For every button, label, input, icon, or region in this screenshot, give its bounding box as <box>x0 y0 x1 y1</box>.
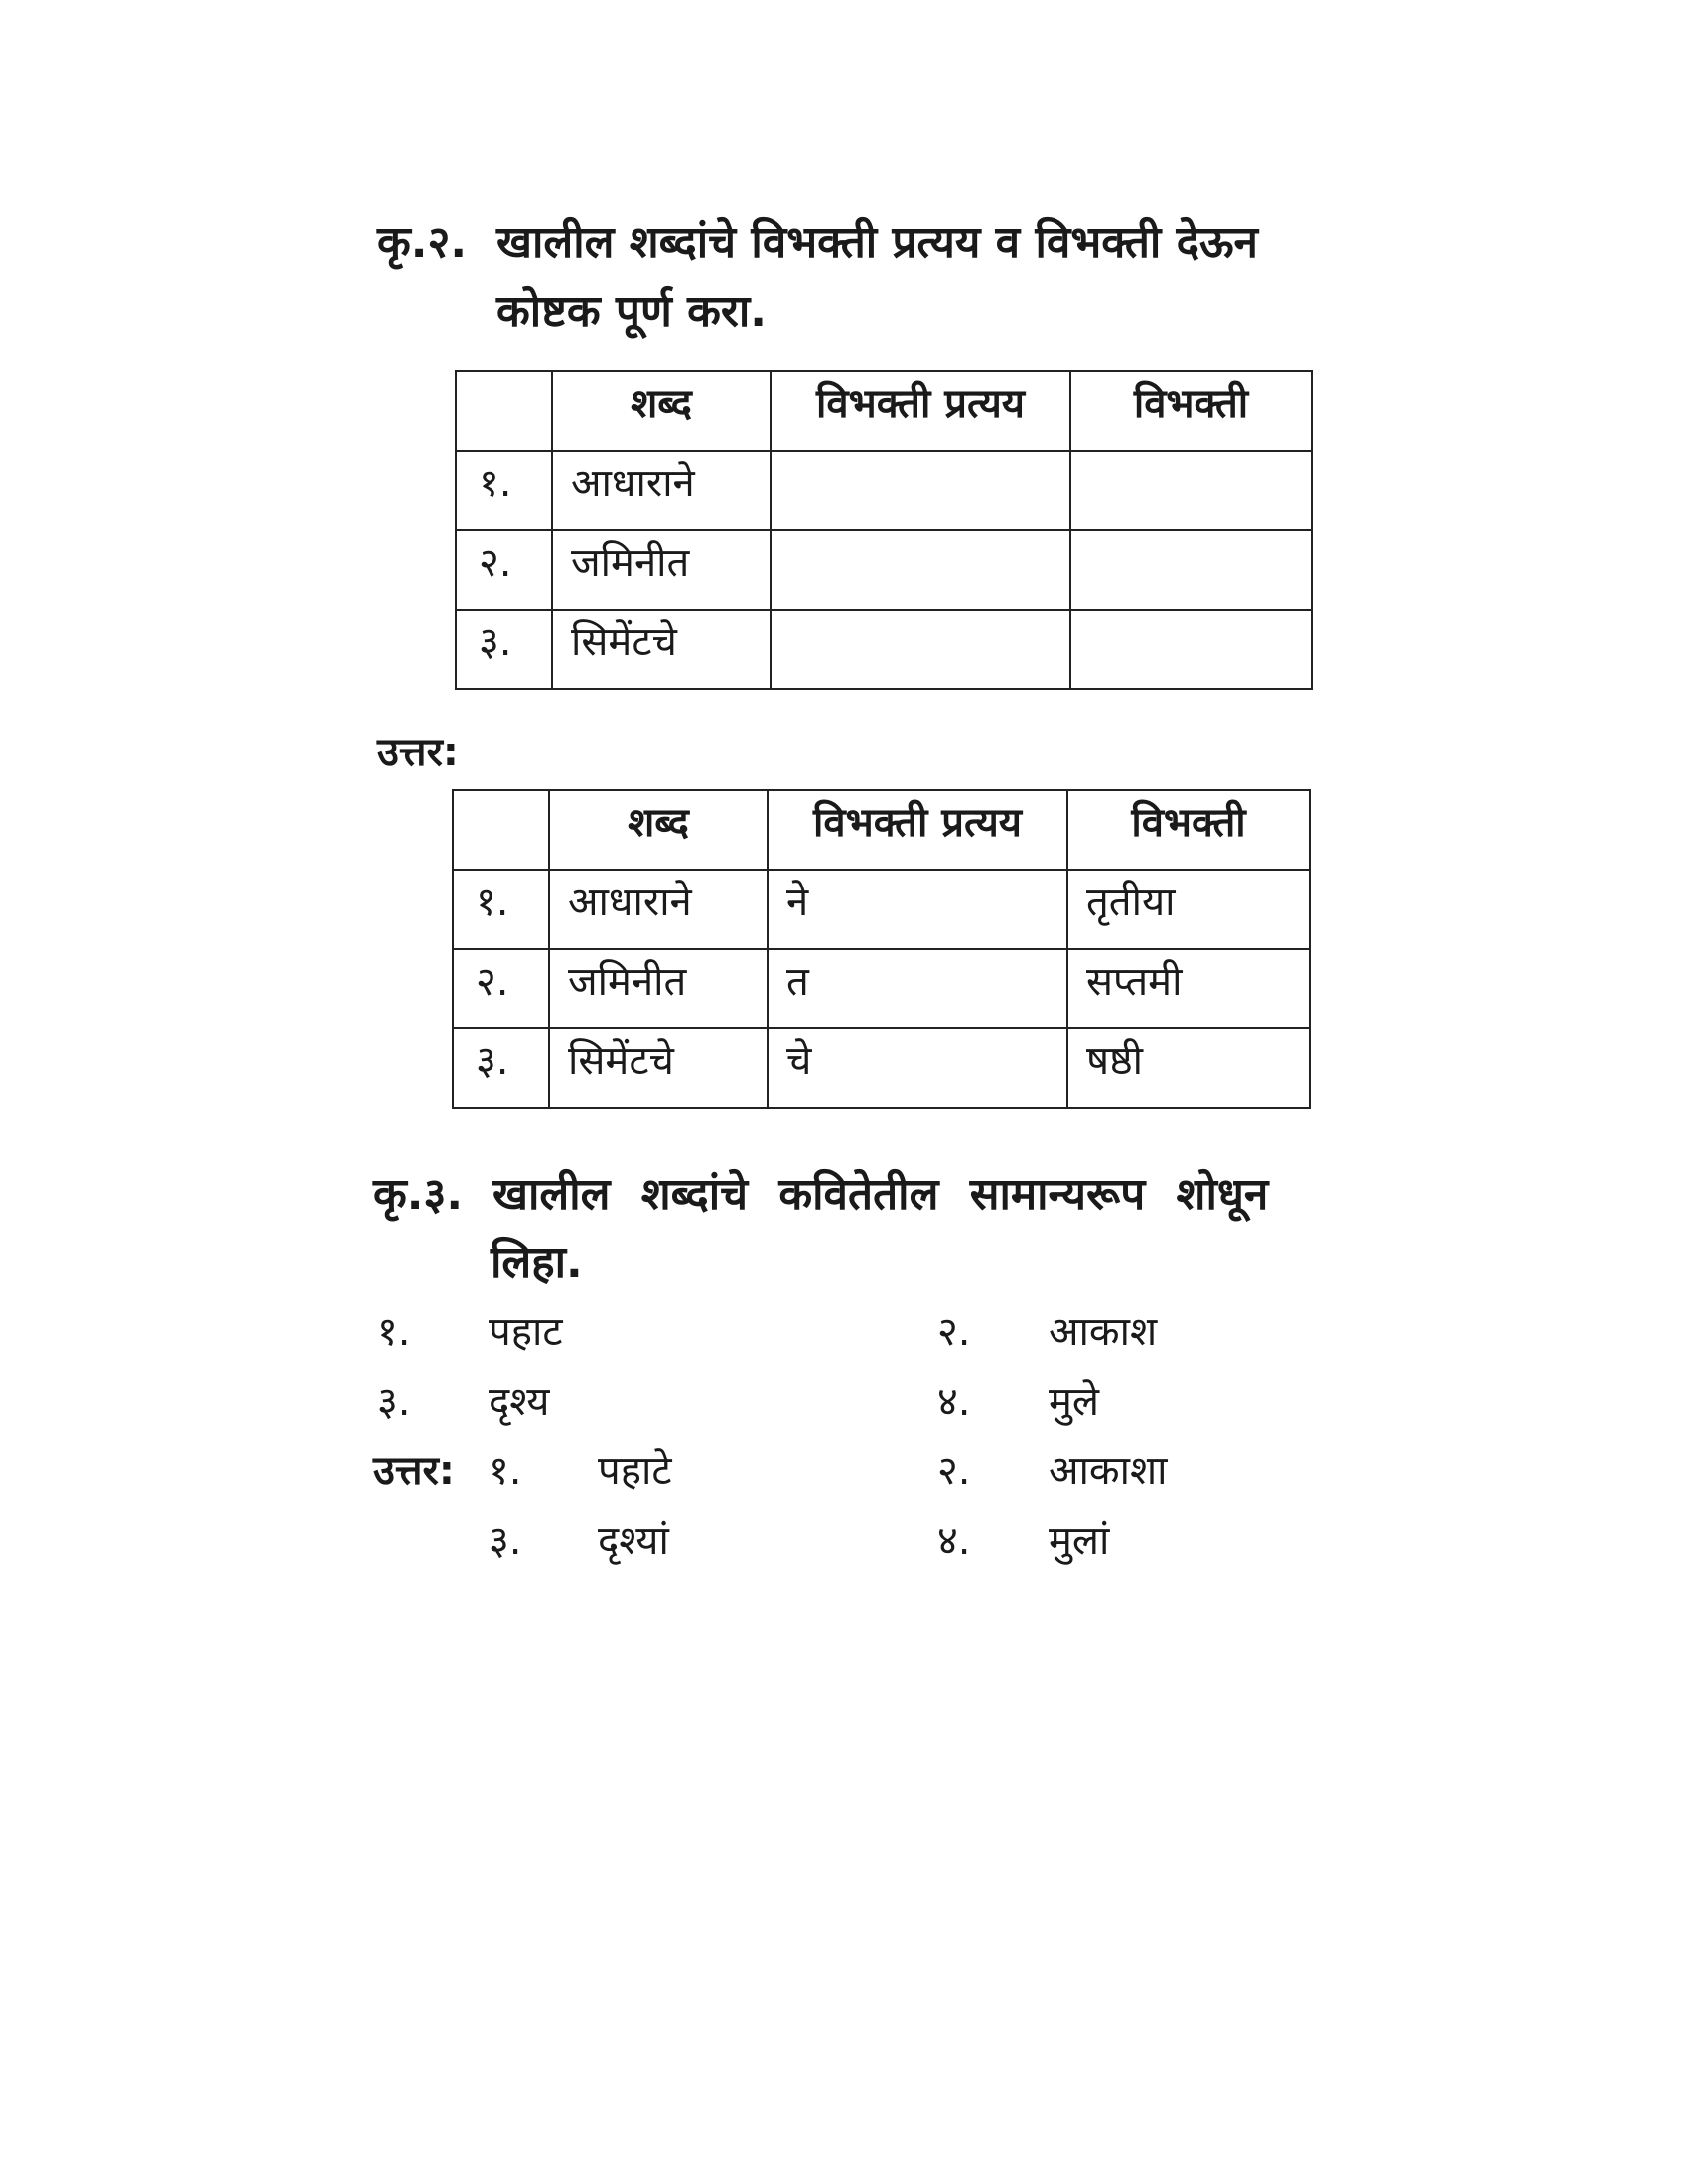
q3-item-2 <box>937 1302 1157 1357</box>
row-word: सिमेंटचे <box>549 1028 768 1108</box>
header-case: विभक्ती <box>1067 790 1310 870</box>
question-2-text-line1: खालील शब्दांचे विभक्ती प्रत्यय व विभक्ती देऊन <box>496 217 1258 268</box>
item-word: आकाशा <box>1049 1448 1168 1494</box>
q3-answer-1 <box>489 1441 671 1496</box>
item-word: दृश्यां <box>598 1518 669 1564</box>
row-number: १. <box>456 451 552 530</box>
item-number: ४. <box>937 1379 971 1425</box>
item-number: २. <box>937 1448 971 1494</box>
q3-item-3 <box>377 1372 549 1427</box>
row-suffix: त <box>768 949 1067 1028</box>
q3-answer-2 <box>937 1441 1168 1496</box>
item-number: ४. <box>937 1518 971 1564</box>
row-word: आधाराने <box>552 451 771 530</box>
question-3-text-line2: लिहा. <box>491 1237 583 1288</box>
row-suffix: ने <box>768 870 1067 949</box>
item-number: २. <box>937 1309 971 1355</box>
answer-label-q3: उत्तर: <box>373 1448 455 1494</box>
item-number: ३. <box>377 1379 411 1425</box>
row-case: षष्ठी <box>1067 1028 1310 1108</box>
item-word: मुलां <box>1049 1518 1110 1564</box>
question-2-number: कृ.२. <box>377 217 468 268</box>
row-number: ३. <box>453 1028 549 1108</box>
q3-answer-4 <box>937 1511 1109 1566</box>
header-word: शब्द <box>549 790 768 870</box>
row-word: जमिनीत <box>549 949 768 1028</box>
row-suffix: चे <box>768 1028 1067 1108</box>
header-suffix: विभक्ती प्रत्यय <box>768 790 1067 870</box>
row-case: तृतीया <box>1067 870 1310 949</box>
item-word: मुले <box>1049 1379 1100 1425</box>
item-word: पहाटे <box>598 1448 672 1494</box>
header-word: शब्द <box>552 371 771 451</box>
question-3-number: कृ.३. <box>373 1169 464 1220</box>
question-3-text-line1: खालील शब्दांचे कवितेतील सामान्यरूप शोधून <box>492 1169 1269 1220</box>
item-word: दृश्य <box>489 1379 550 1425</box>
row-number: २. <box>453 949 549 1028</box>
row-word: सिमेंटचे <box>552 610 771 689</box>
row-case: सप्तमी <box>1067 949 1310 1028</box>
header-case: विभक्ती <box>1070 371 1312 451</box>
item-number: १. <box>377 1309 411 1355</box>
row-word: जमिनीत <box>552 530 771 610</box>
q3-item-1 <box>377 1302 562 1357</box>
row-word: आधाराने <box>549 870 768 949</box>
item-number: १. <box>489 1448 522 1494</box>
q3-item-4 <box>937 1372 1099 1427</box>
answer-label-q2: उत्तर: <box>377 730 459 775</box>
item-number: ३. <box>489 1518 522 1564</box>
header-suffix: विभक्ती प्रत्यय <box>771 371 1070 451</box>
row-number: ३. <box>456 610 552 689</box>
row-number: १. <box>453 870 549 949</box>
question-2-text-line2: कोष्टक पूर्ण करा. <box>496 286 768 337</box>
row-number: २. <box>456 530 552 610</box>
item-word: पहाट <box>489 1309 563 1355</box>
q3-answer-3 <box>489 1511 669 1566</box>
item-word: आकाश <box>1049 1309 1158 1355</box>
